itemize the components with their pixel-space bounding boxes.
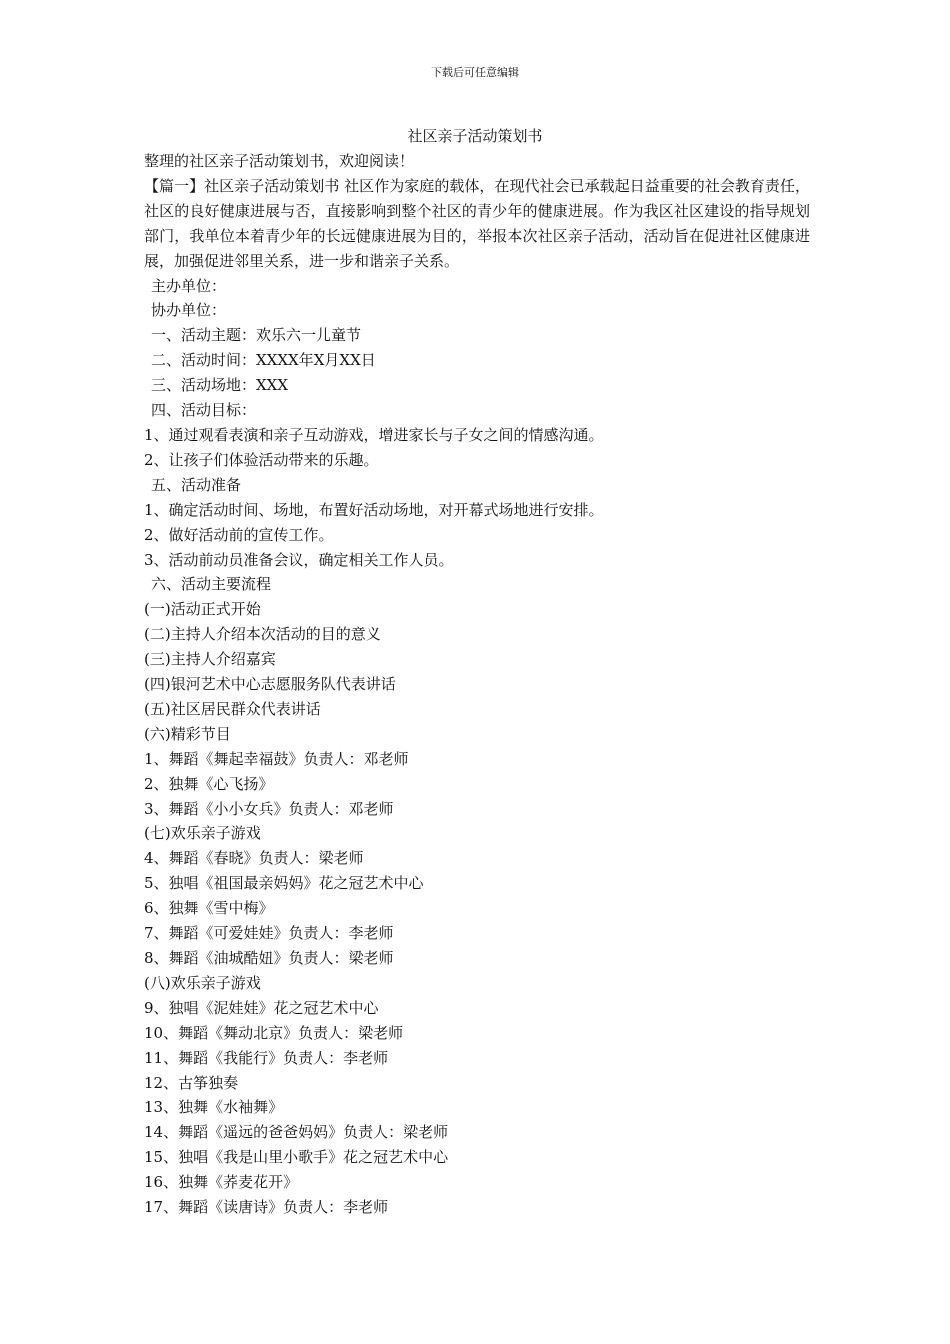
line-flow-7: (七)欢乐亲子游戏 xyxy=(144,824,261,843)
paragraph-main: 【篇一】社区亲子活动策划书 社区作为家庭的载体，在现代社会已承载起日益重要的社会教育责任，社区的良好健康进展与否，直接影响到整个社区的青少年的健康进展。作为我区社区建设的指导规划部门，我单位本着青少年的长远健康进展为目的，举报本次社区亲子活动，活动旨在促进社区健康进展，加强促进邻里关系，进一步和谐亲子关系。 xyxy=(144,176,810,270)
line-program-2: 2、独舞《心飞扬》 xyxy=(144,774,274,793)
line-venue: 三、活动场地：XXX xyxy=(151,376,289,395)
line-flow-6: (六)精彩节目 xyxy=(144,724,231,743)
line-program-13: 13、独舞《水袖舞》 xyxy=(144,1098,284,1117)
page-header-note: 下载后可任意编辑 xyxy=(431,66,519,79)
line-program-11: 11、舞蹈《我能行》负责人：李老师 xyxy=(144,1048,389,1067)
line-program-8: 8、舞蹈《油城酷妞》负责人：梁老师 xyxy=(144,949,394,967)
line-program-4: 4、舞蹈《春晓》负责人：梁老师 xyxy=(144,849,364,868)
line-theme: 一、活动主题：欢乐六一儿童节 xyxy=(151,326,362,345)
line-program-15: 15、独唱《我是山里小歌手》花之冠艺术中心 xyxy=(144,1148,449,1167)
line-program-1: 1、舞蹈《舞起幸福鼓》负责人：邓老师 xyxy=(144,749,409,768)
line-prep-1: 1、确定活动时间、场地，布置好活动场地，对开幕式场地进行安排。 xyxy=(144,500,604,519)
intro-line: 整理的社区亲子活动策划书，欢迎阅读！ xyxy=(144,152,415,170)
document-title: 社区亲子活动策划书 xyxy=(407,127,543,145)
line-flow-3: (三)主持人介绍嘉宾 xyxy=(144,650,276,669)
line-program-16: 16、独舞《荞麦花开》 xyxy=(144,1173,299,1192)
line-goals-heading: 四、活动目标： xyxy=(151,401,257,420)
line-goal-2: 2、让孩子们体验活动带来的乐趣。 xyxy=(144,450,379,469)
line-flow-8: (八)欢乐亲子游戏 xyxy=(144,973,261,992)
line-prep-heading: 五、活动准备 xyxy=(151,475,242,494)
line-program-9: 9、独唱《泥娃娃》花之冠艺术中心 xyxy=(144,998,379,1017)
line-organizer: 主办单位： xyxy=(151,276,227,295)
line-program-6: 6、独舞《雪中梅》 xyxy=(144,899,274,918)
line-flow-4: (四)银河艺术中心志愿服务队代表讲话 xyxy=(144,675,396,694)
line-co-organizer: 协办单位： xyxy=(151,301,227,320)
line-program-5: 5、独唱《祖国最亲妈妈》花之冠艺术中心 xyxy=(144,874,424,893)
line-program-10: 10、舞蹈《舞动北京》负责人：梁老师 xyxy=(144,1023,404,1042)
line-flow-2: (二)主持人介绍本次活动的目的意义 xyxy=(144,625,381,644)
line-time: 二、活动时间：XXXX年X月XX日 xyxy=(151,351,376,370)
line-flow-1: (一)活动正式开始 xyxy=(144,600,261,619)
line-flow-heading: 六、活动主要流程 xyxy=(151,575,272,594)
line-program-3: 3、舞蹈《小小女兵》负责人：邓老师 xyxy=(144,799,394,818)
line-program-17: 17、舞蹈《读唐诗》负责人：李老师 xyxy=(144,1198,389,1217)
line-prep-3: 3、活动前动员准备会议，确定相关工作人员。 xyxy=(144,550,454,569)
line-prep-2: 2、做好活动前的宣传工作。 xyxy=(144,525,334,544)
line-goal-1: 1、通过观看表演和亲子互动游戏，增进家长与子女之间的情感沟通。 xyxy=(144,425,604,444)
document-body xyxy=(144,149,810,1220)
line-program-12: 12、古筝独奏 xyxy=(144,1073,239,1092)
line-program-14: 14、舞蹈《遥远的爸爸妈妈》负责人：梁老师 xyxy=(144,1123,449,1142)
line-program-7: 7、舞蹈《可爱娃娃》负责人：李老师 xyxy=(144,924,394,943)
line-flow-5: (五)社区居民群众代表讲话 xyxy=(144,699,321,718)
